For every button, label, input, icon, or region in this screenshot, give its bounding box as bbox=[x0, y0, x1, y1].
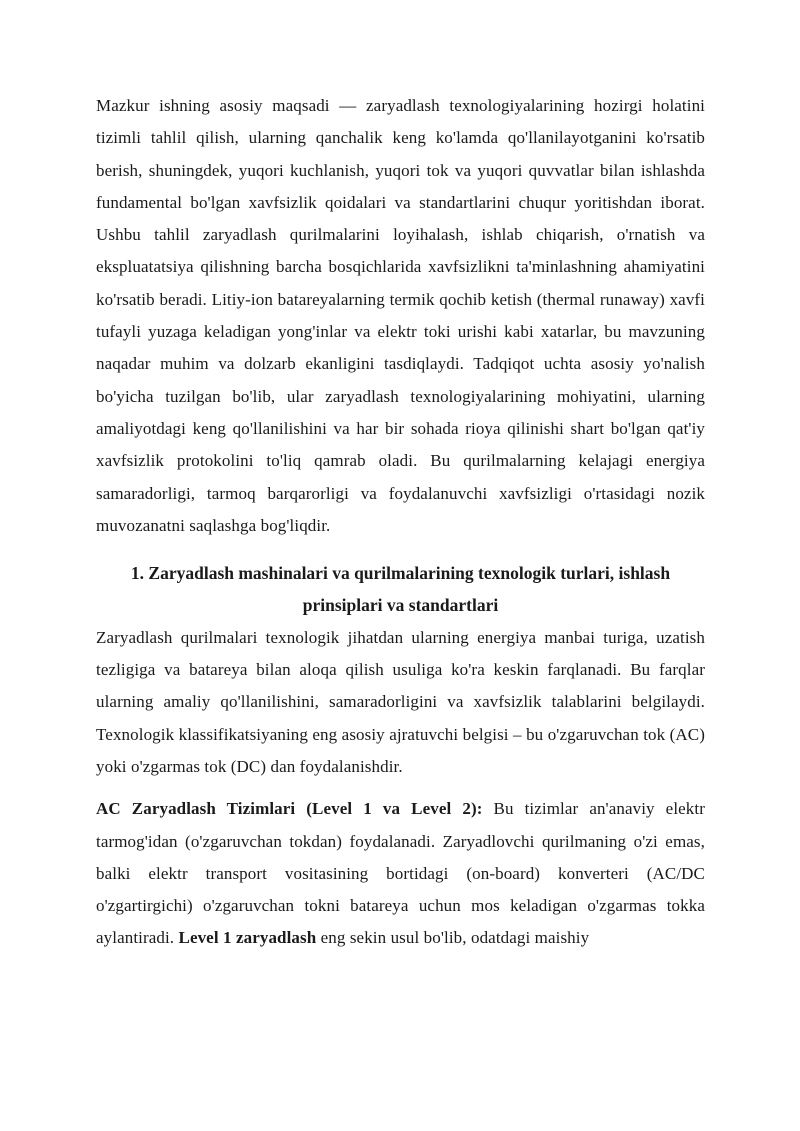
text-run-ac-body: Bu tizimlar an'anaviy elektr tarmog'idan (o'zgaruvchan tokdan) foydalanadi. Zaryadlovchi qurilmaning o'zi emas, balki elektr transport vositasining bortidagi (on-board) konverteri (AC/DC o'zgartirgichi) o'zgaruvchan tokni batareya uchun mos keladigan o'zgarmas tokka aylantiradi. bbox=[96, 799, 705, 948]
bold-run-level1: Level 1 zaryadlash bbox=[178, 928, 317, 948]
bold-run-ac-title: AC Zaryadlash Tizimlari (Level 1 va Level 2): bbox=[96, 799, 483, 819]
paragraph-ac-systems bbox=[96, 793, 705, 954]
paragraph-classification: Zaryadlash qurilmalari texnologik jihatdan ularning energiya manbai turiga, uzatish tezligiga va batareya bilan aloqa qilish usuliga ko'ra keskin farqlanadi. Bu farqlar ularning amaliy qo'llanilishini, samaradorligini va xavfsizlik talablarini belgilaydi. Texnologik klassifikatsiyaning eng asosiy ajratuvchi belgisi – bu o'zgaruvchan tok (AC) yoki o'zgarmas tok (DC) dan foydalanishdir. bbox=[96, 627, 705, 776]
section-heading: 1. Zaryadlash mashinalari va qurilmalarining texnologik turlari, ishlash prinsiplari va standartlari bbox=[130, 563, 671, 616]
text-run-ac-tail: eng sekin usul bo'lib, odatdagi maishiy bbox=[316, 928, 590, 948]
page-text-block bbox=[96, 90, 705, 955]
paragraph-intro: Mazkur ishning asosiy maqsadi — zaryadlash texnologiyalarining hozirgi holatini tizimli tahlil qilish, ularning qanchalik keng ko'lamda qo'llanilayotganini ko'rsatib berish, shuningdek, yuqori kuchlanish, yuqori tok va yuqori quvvatlar bilan ishlashda fundamental bo'lgan xavfsizlik qoidalari va standartlarini chuqur yoritishdan iborat. Ushbu tahlil zaryadlash qurilmalarini loyihalash, ishlab chiqarish, o'rnatish va ekspluatatsiya qilishning barcha bosqichlarida xavfsizlikni ta'minlashning ahamiyatini ko'rsatib beradi. Litiy-ion batareyalarning termik qochib ketish (thermal runaway) xavfi tufayli yuzaga keladigan yong'inlar va elektr toki urishi kabi xatarlar, bu mavzuning naqadar muhim va dolzarb ekanligini tasdiqlaydi. Tadqiqot uchta asosiy yo'nalish bo'yicha tuzilgan bo'lib, ular zaryadlash texnologiyalarining mohiyatini, ularning amaliyotdagi keng qo'llanilishini va har bir sohada rioya qilinishi shart bo'lgan qat'iy xavfsizlik protokolini to'liq qamrab oladi. Bu qurilmalarning kelajagi energiya samaradorligi, tarmoq barqarorligi va foydalanuvchi xavfsizligi o'rtasidagi nozik muvozanatni saqlashga bog'liqdir. bbox=[96, 96, 705, 535]
